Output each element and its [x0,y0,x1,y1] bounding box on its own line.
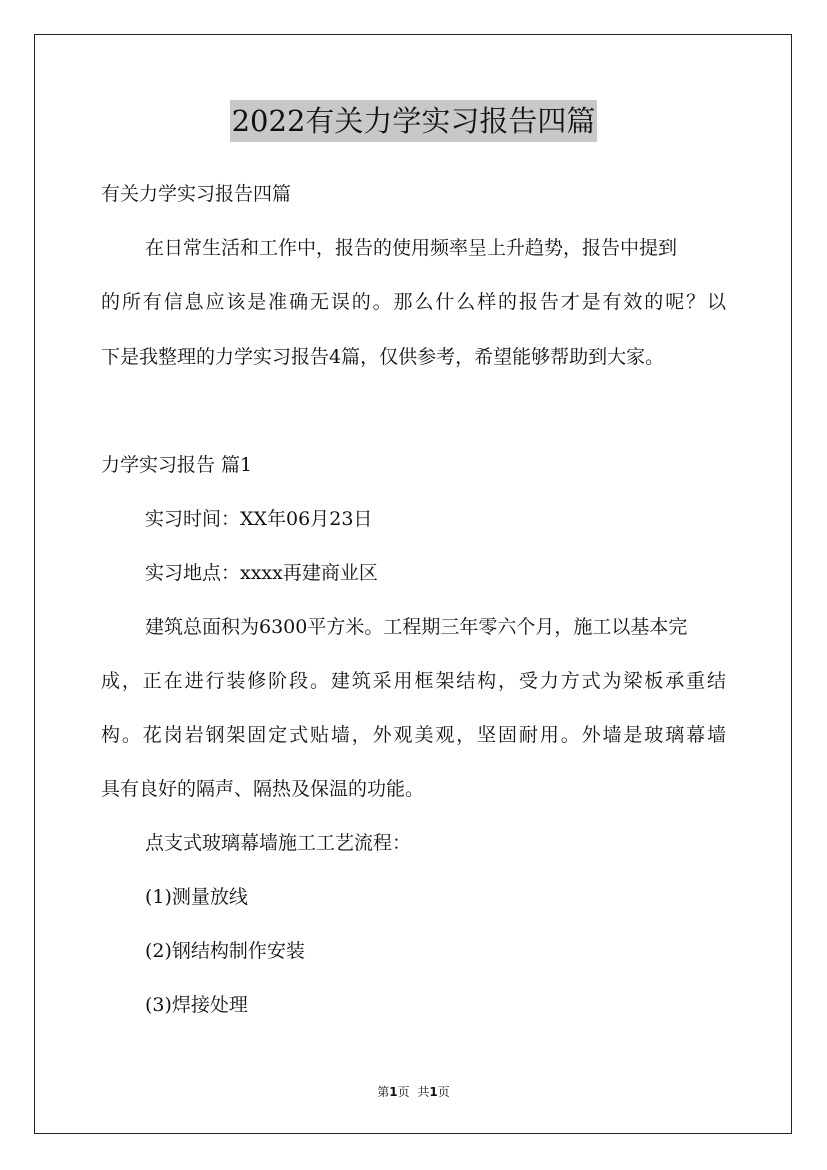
step-item: (3)焊接处理 [145,994,248,1016]
footer-total-prefix: 共 [417,1085,430,1099]
intro-line-2: 的所有信息应该是准确无误的。那么什么样的报告才是有效的呢？以 [101,291,726,313]
intro-line-1: 在日常生活和工作中，报告的使用频率呈上升趋势，报告中提到 [145,237,678,259]
footer-page-suffix: 页 [397,1085,410,1099]
page-footer [0,1084,827,1100]
process-heading: 点支式玻璃幕墙施工工艺流程： [145,832,412,854]
document-subtitle: 有关力学实习报告四篇 [101,183,292,205]
practice-time: 实习时间：XX年06月23日 [145,508,373,530]
footer-page-prefix: 第 [377,1085,390,1099]
footer-page-number: 1 [389,1085,398,1099]
footer-total-suffix: 页 [437,1085,450,1099]
body-line-2: 成，正在进行装修阶段。建筑采用框架结构，受力方式为梁板承重结 [101,670,726,692]
body-line-4: 具有良好的隔声、隔热及保温的功能。 [101,778,425,800]
section-heading: 力学实习报告 篇1 [101,454,253,476]
step-item: (2)钢结构制作安装 [145,940,305,962]
step-item: (1)测量放线 [145,886,248,908]
practice-place: 实习地点：xxxx再建商业区 [145,562,378,584]
body-line-1: 建筑总面积为6300平方米。工程期三年零六个月，施工以基本完 [145,616,688,638]
body-line-3: 构。花岗岩钢架固定式贴墙，外观美观，坚固耐用。外墙是玻璃幕墙 [101,724,726,746]
footer-total-number: 1 [429,1085,438,1099]
title-container [0,100,827,142]
intro-line-3: 下是我整理的力学实习报告4篇，仅供参考，希望能够帮助到大家。 [101,346,665,368]
document-title: 2022有关力学实习报告四篇 [230,100,598,142]
